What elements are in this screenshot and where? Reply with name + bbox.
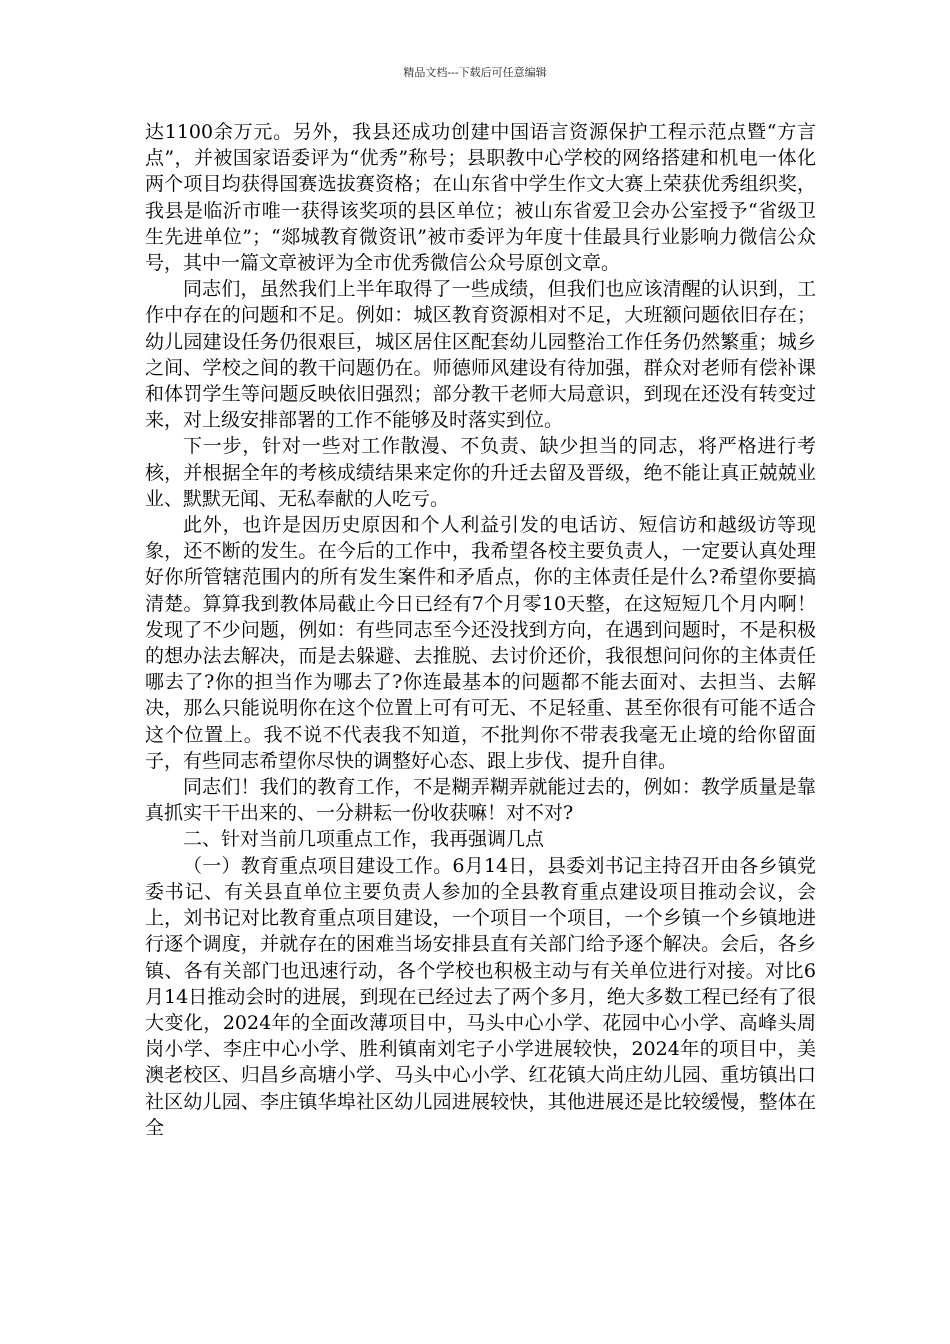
body-text [145, 119, 816, 1141]
paragraph-4: 此外，也许是因历史原因和个人利益引发的电话访、短信访和越级访等现象，还不断的发生。在今后的工作中，我希望各校主要负责人，一定要认真处理好你所管辖范围内的所有发生案件和矛盾点，你的主体责任是什么?希望你要搞清楚。算算我到教体局截止今日已经有7个月零10天整，在这短短几个月内啊！发现了不少问题，例如：有些同志至今还没找到方向，在遇到问题时，不是积极的想办法去解决，而是去躲避、去推脱、去讨价还价，我很想问问你的主体责任哪去了?你的担当作为哪去了?你连最基本的问题都不能去面对、去担当、去解决，那么只能说明你在这个位置上可有可无、不足轻重、甚至你很有可能不适合这个位置上。我不说不代表我不知道，不批判你不带表我毫无止境的给你留面子，有些同志希望你尽快的调整好心态、跟上步伐、提升自律。 [145, 514, 816, 772]
header-note: 精品文档---下载后可任意编辑 [403, 66, 547, 79]
paragraph-5: 同志们！我们的教育工作，不是糊弄糊弄就能过去的，例如：教学质量是靠真抓实干干出来的、一分耕耘一份收获嘛！对不对? [145, 776, 816, 825]
paragraph-3: 下一步，针对一些对工作散漫、不负责、缺少担当的同志，将严格进行考核，并根据全年的考核成绩结果来定你的升迁去留及晋级，绝不能让真正兢兢业业、默默无闻、无私奉献的人吃亏。 [145, 435, 816, 510]
paragraph-1: 达1100余万元。另外，我县还成功创建中国语言资源保护工程示范点暨“方言点”，并被国家语委评为“优秀”称号；县职教中心学校的网络搭建和机电一体化两个项目均获得国赛选拔赛资格；在山东省中学生作文大赛上荣获优秀组织奖，我县是临沂市唯一获得该奖项的县区单位；被山东省爱卫会办公室授予“省级卫生先进单位”；“郯城教育微资讯”被市委评为年度十佳最具行业影响力微信公众号，其中一篇文章被评为全市优秀微信公众号原创文章。 [145, 121, 816, 275]
section-heading: 二、针对当前几项重点工作，我再强调几点 [183, 828, 545, 851]
paragraph-7: （一）教育重点项目建设工作。6月14日，县委刘书记主持召开由各乡镇党委书记、有关县直单位主要负责人参加的全县教育重点建设项目推动会议，会上，刘书记对比教育重点项目建设，一个项目一个项目，一个乡镇一个乡镇地进行逐个调度，并就存在的困难当场安排县直有关部门给予逐个解决。会后，各乡镇、各有关部门也迅速行动，各个学校也积极主动与有关单位进行对接。对比6月14日推动会时的进展，到现在已经过去了两个多月，绝大多数工程已经有了很大变化，2024年的全面改薄项目中，马头中心小学、花园中心小学、高峰头周岗小学、李庄中心小学、胜利镇南刘宅子小学进展较快，2024年的项目中，美澳老校区、归昌乡高塘小学、马头中心小学、红花镇大尚庄幼儿园、重坊镇出口社区幼儿园、李庄镇华埠社区幼儿园进展较快，其他进展还是比较缓慢，整体在全 [145, 854, 816, 1139]
paragraph-2: 同志们，虽然我们上半年取得了一些成绩，但我们也应该清醒的认识到，工作中存在的问题和不足。例如：城区教育资源相对不足，大班额问题依旧存在；幼儿园建设任务仍很艰巨，城区居住区配套幼儿园整治工作任务仍然繁重；城乡之间、学校之间的教干问题仍在。师德师风建设有待加强，群众对老师有偿补课和体罚学生等问题反映依旧强烈；部分教干老师大局意识，到现在还没有转变过来，对上级安排部署的工作不能够及时落实到位。 [145, 278, 816, 432]
